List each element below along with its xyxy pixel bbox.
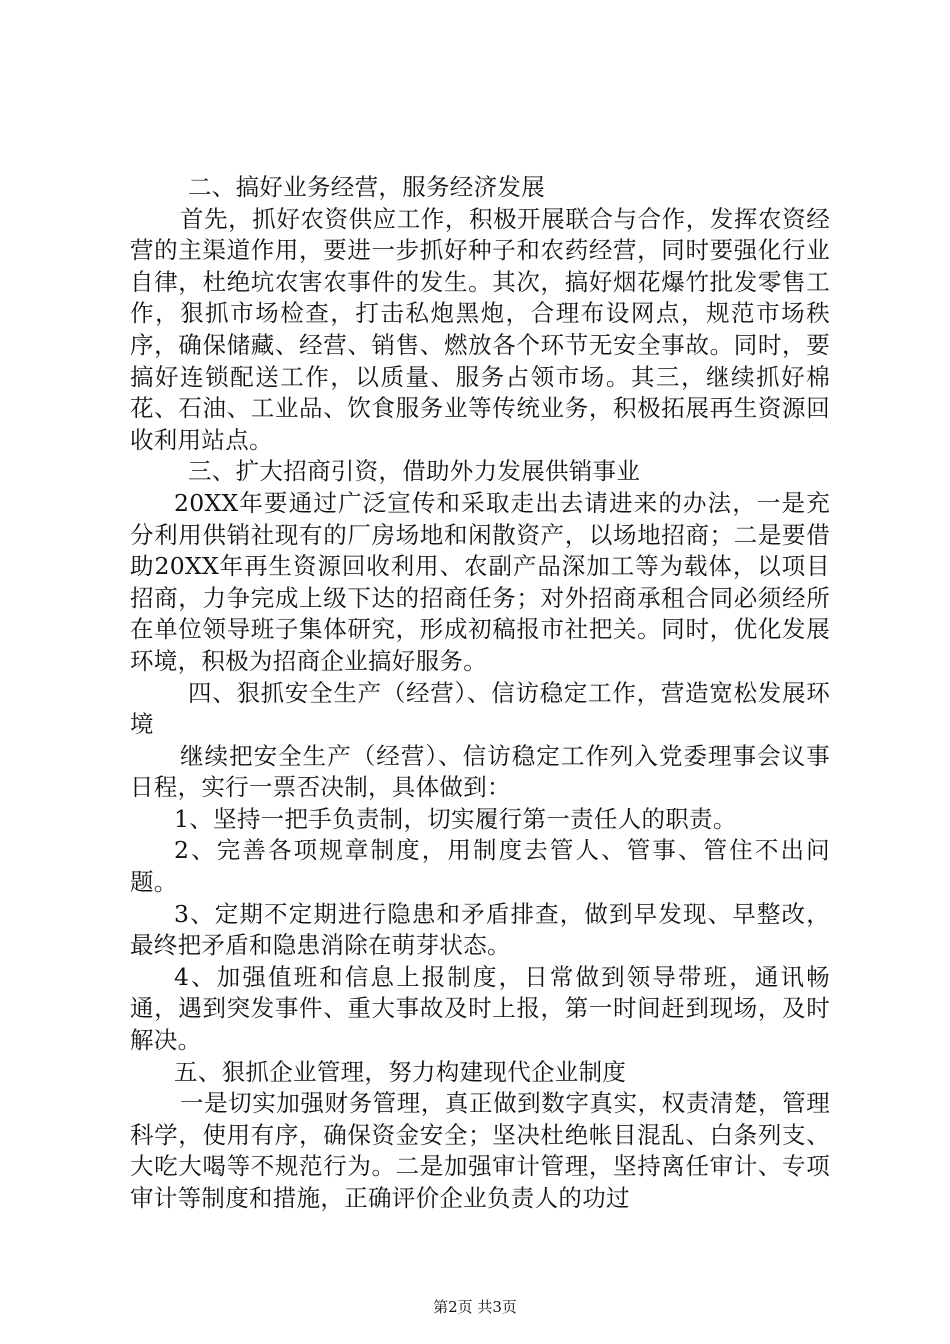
section-heading-2: 二、搞好业务经营，服务经济发展 (188, 173, 545, 201)
paragraph: 首先，抓好农资供应工作，积极开展联合与合作，发挥农资经营的主渠道作用，要进一步抓好种子和农药经营，同时要强化行业自律，杜绝坑农害农事件的发生。其次，搞好烟花爆竹批发零售工作，狠抓市场检查，打击私炮黑炮，合理布设网点，规范市场秩序，确保储藏、经营、销售、燃放各个环节无安全事故。同时，要搞好连锁配送工作，以质量、服务占领市场。其三，继续抓好棉花、石油、工业品、饮食服务业等传统业务，积极拓展再生资源回收利用站点。 (130, 204, 830, 454)
paragraph: 一是切实加强财务管理，真正做到数字真实，权责清楚，管理科学，使用有序，确保资金安全；坚决杜绝帐目混乱、白条列支、大吃大喝等不规范行为。二是加强审计管理，坚持离任审计、专项审计等制度和措施，正确评价企业负责人的功过 (130, 1089, 830, 1212)
list-item: 2、完善各项规章制度，用制度去管人、管事、管住不出问题。 (130, 836, 830, 897)
page-number-footer: 第2页 共3页 (433, 1298, 517, 1316)
paragraph: 20XX年要通过广泛宣传和采取走出去请进来的办法，一是充分利用供销社现有的厂房场地和闲散资产，以场地招商；二是要借助20XX年再生资源回收利用、农副产品深加工等为载体，以项目招商，力争完成上级下达的招商任务；对外招商承租合同必须经所在单位领导班子集体研究，形成初稿报市社把关。同时，优化发展环境，积极为招商企业搞好服务。 (130, 488, 830, 675)
list-item: 1、坚持一把手负责制，切实履行第一责任人的职责。 (174, 804, 737, 833)
document-body (130, 172, 830, 1215)
list-item: 4、加强值班和信息上报制度，日常做到领导带班，通讯畅通，遇到突发事件、重大事故及时上报，第一时间赶到现场，及时解决。 (130, 962, 830, 1055)
section-heading-3: 三、扩大招商引资，借助外力发展供销事业 (188, 457, 641, 486)
paragraph: 继续把安全生产（经营）、信访稳定工作列入党委理事会议事日程，实行一票否决制，具体做到： (130, 741, 830, 802)
section-heading-5: 五、狠抓企业管理，努力构建现代企业制度 (174, 1057, 627, 1086)
section-heading-4: 四、狠抓安全生产（经营）、信访稳定工作，营造宽松发展环境 (130, 678, 830, 739)
list-item: 3、定期不定期进行隐患和矛盾排查，做到早发现、早整改，最终把矛盾和隐患消除在萌芽状态。 (130, 899, 830, 960)
